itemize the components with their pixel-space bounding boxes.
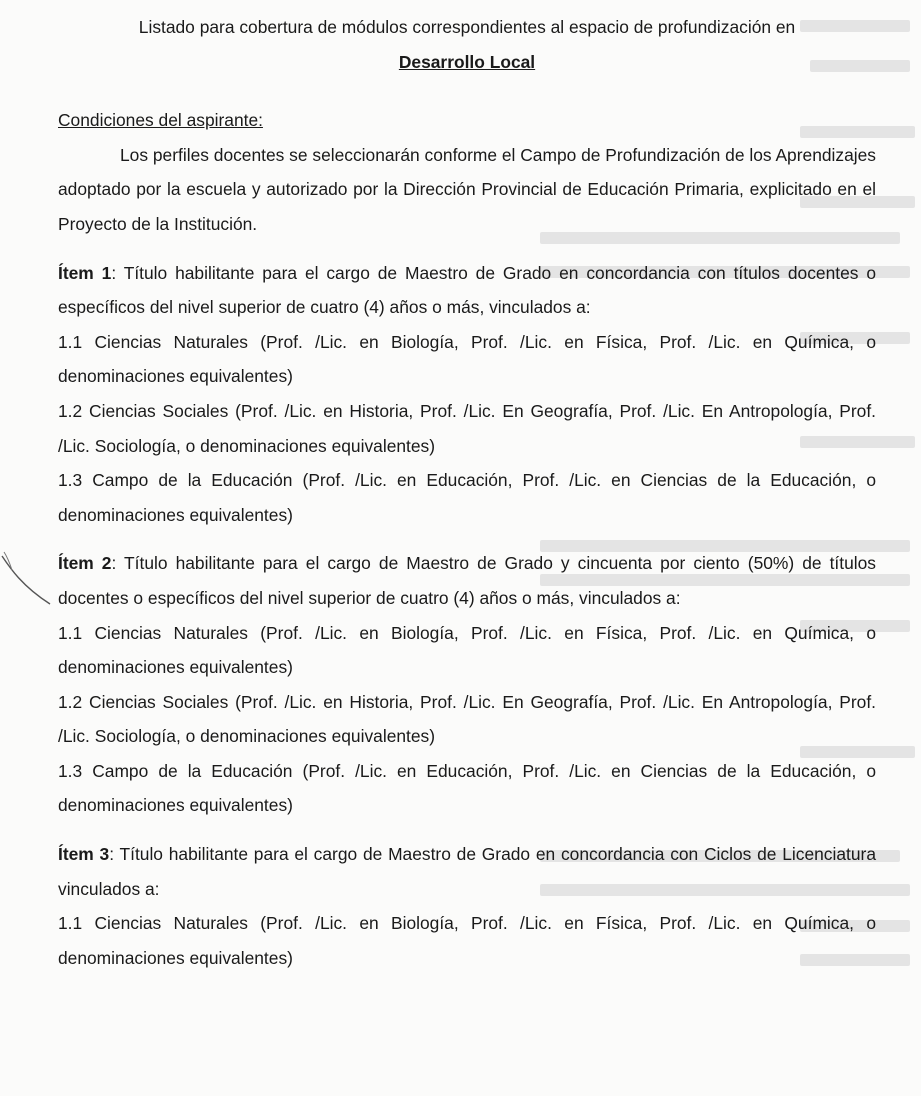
item-2-subitem-3: 1.3 Campo de la Educación (Prof. /Lic. en Educación, Prof. /Lic. en Ciencias de la Educación, o denominaciones equivalentes)	[58, 760, 876, 816]
item-1-label: Ítem 1	[58, 262, 112, 283]
item-3-label: Ítem 3	[58, 844, 110, 865]
item-1	[58, 256, 876, 533]
item-3-subitem-1: 1.1 Ciencias Naturales (Prof. /Lic. en Biología, Prof. /Lic. en Física, Prof. /Lic. en Química, o denominaciones equivalentes)	[58, 913, 876, 968]
item-2-description	[58, 546, 876, 615]
item-1-description	[58, 256, 876, 325]
conditions-paragraph: Los perfiles docentes se seleccionarán conforme el Campo de Profundización de los Aprendizajes adoptado por la escuela y autorizado por la Dirección Provincial de Educación Primaria, explicitado en el Proyecto de la Institución.	[58, 144, 876, 234]
item-3-text: : Título habilitante para el cargo de Maestro de Grado en concordancia con Ciclos de Licenciatura vinculados a:	[58, 844, 876, 899]
item-3	[58, 837, 876, 975]
conditions-heading: Condiciones del aspirante:	[58, 110, 263, 131]
item-2-subitem-2: 1.2 Ciencias Sociales (Prof. /Lic. en Historia, Prof. /Lic. En Geografía, Prof. /Lic. En Antropología, Prof. /Lic. Sociología, o denominaciones equivalentes)	[58, 691, 876, 747]
item-1-subitem-2: 1.2 Ciencias Sociales (Prof. /Lic. en Historia, Prof. /Lic. En Geografía, Prof. /Lic. En Antropología, Prof. /Lic. Sociología, o denominaciones equivalentes)	[58, 400, 876, 456]
pen-mark-icon	[0, 548, 60, 608]
item-2-text: : Título habilitante para el cargo de Maestro de Grado y cincuenta por ciento (50%) de títulos docentes o específicos del nivel superior de cuatro (4) años o más, vinculados a:	[58, 553, 876, 608]
document-title: Listado para cobertura de módulos correspondientes al espacio de profundización en	[138, 17, 796, 37]
item-2-subitem-1: 1.1 Ciencias Naturales (Prof. /Lic. en Biología, Prof. /Lic. en Física, Prof. /Lic. en Química, o denominaciones equivalentes)	[58, 622, 876, 678]
item-1-subitem-1: 1.1 Ciencias Naturales (Prof. /Lic. en Biología, Prof. /Lic. en Física, Prof. /Lic. en Química, o denominaciones equivalentes)	[58, 331, 876, 387]
item-2	[58, 546, 876, 823]
document-subtitle: Desarrollo Local	[398, 51, 536, 72]
item-1-subitem-3: 1.3 Campo de la Educación (Prof. /Lic. en Educación, Prof. /Lic. en Ciencias de la Educación, o denominaciones equivalentes)	[58, 470, 876, 525]
item-2-label: Ítem 2	[58, 553, 112, 574]
item-3-description	[58, 837, 876, 906]
item-1-text: : Título habilitante para el cargo de Maestro de Grado en concordancia con títulos docentes o específicos del nivel superior de cuatro (4) años o más, vinculados a:	[58, 262, 876, 318]
document-body	[58, 0, 876, 975]
